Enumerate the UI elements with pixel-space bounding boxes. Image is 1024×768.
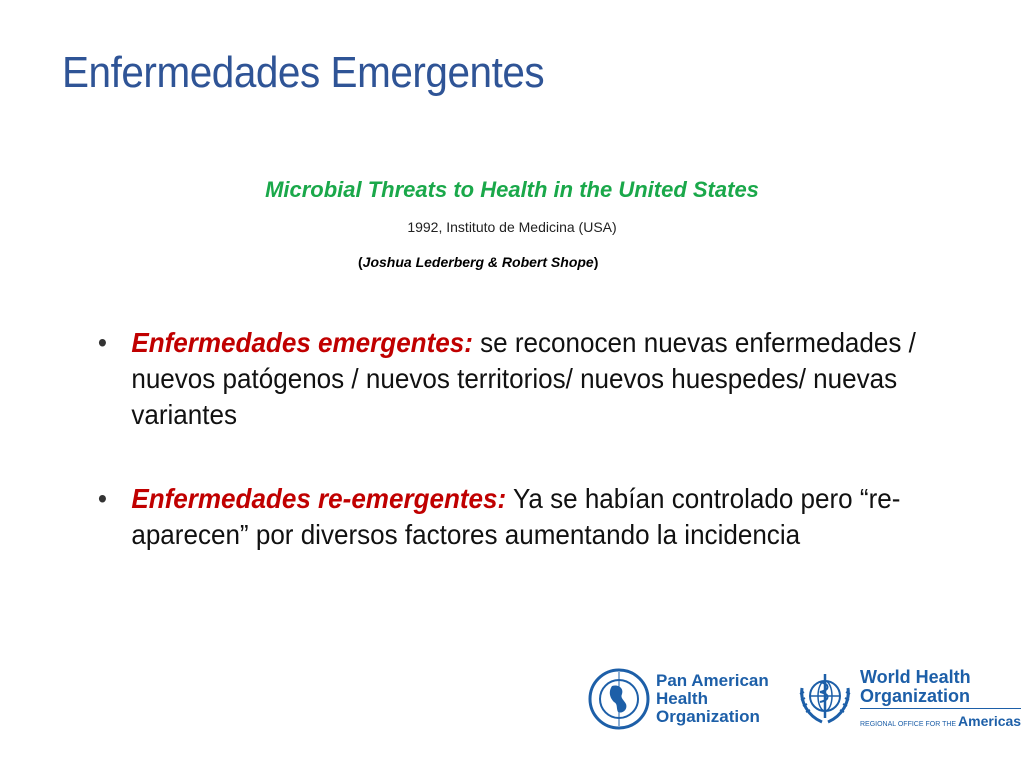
bullet-text: Ya se habían controlado pero “re-aparecen” por diversos factores aumentando la incidencia: [131, 483, 901, 550]
bullet-term: Enfermedades emergentes:: [131, 327, 473, 358]
authors-open-paren: (: [358, 254, 363, 270]
bullet-list: [96, 325, 956, 553]
authors-line: [358, 254, 598, 270]
who-logo: [796, 668, 1021, 730]
authors-close-paren: ): [593, 254, 599, 270]
bullet-item-re-emergentes: [96, 481, 996, 553]
bullet-dot-icon: •: [97, 483, 107, 514]
paho-name: [656, 672, 769, 726]
paho-line1: Pan American: [656, 671, 769, 690]
paho-line2: Health: [656, 689, 708, 708]
who-name-block: [860, 668, 1021, 729]
who-line2: Organization: [860, 686, 971, 706]
authors-names: Joshua Lederberg & Robert Shope: [362, 254, 594, 270]
bullet-dot-icon: •: [97, 327, 107, 358]
who-line1: World Health: [860, 667, 971, 687]
who-region: [860, 713, 1021, 729]
slide-subtitle: Microbial Threats to Health in the United States: [265, 177, 759, 202]
who-divider: [860, 708, 1021, 709]
bullet-term: Enfermedades re-emergentes:: [131, 483, 507, 514]
who-emblem-icon: [796, 668, 854, 730]
slide-title: Enfermedades Emergentes: [62, 48, 545, 97]
who-region-prefix: REGIONAL OFFICE FOR THE: [860, 721, 957, 728]
bullet-text: se reconocen nuevas enfermedades / nuevos patógenos / nuevos territorios/ nuevos huespedes/ nuevas variantes: [131, 327, 916, 430]
bullet-item-emergentes: [96, 325, 996, 433]
who-region-name: Americas: [958, 713, 1022, 729]
paho-seal-icon: [588, 668, 650, 730]
paho-logo: [588, 668, 769, 730]
logos-footer: [588, 667, 1022, 748]
year-line: 1992, Instituto de Medicina (USA): [407, 219, 617, 235]
paho-line3: Organization: [656, 707, 760, 726]
